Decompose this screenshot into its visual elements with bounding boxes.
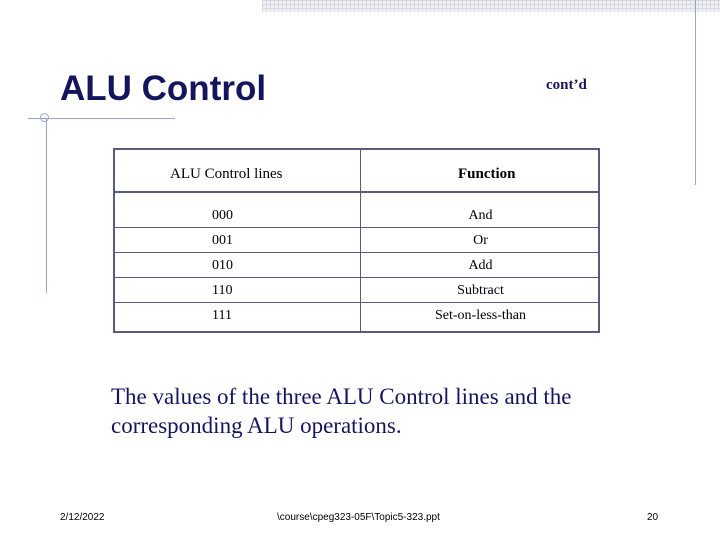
table-row xyxy=(115,278,598,303)
decorative-circle xyxy=(40,113,49,122)
table-header-rule xyxy=(115,191,598,193)
decorative-grid-band xyxy=(262,0,720,12)
table-cell-function: Add xyxy=(468,258,493,273)
footer-date: 2/12/2022 xyxy=(60,512,105,523)
table-cell-function: Set-on-less-than xyxy=(435,308,526,323)
table-row xyxy=(115,228,598,253)
table-cell-function: And xyxy=(468,208,493,223)
alu-control-table xyxy=(113,148,600,333)
table-cell-code: 001 xyxy=(212,233,233,248)
table-row xyxy=(115,203,598,228)
decorative-line xyxy=(46,118,47,293)
decorative-line xyxy=(695,0,696,185)
table-cell-function: Subtract xyxy=(457,283,504,298)
footer-file-path: \course\cpeg323-05F\Topic5-323.ppt xyxy=(277,512,440,523)
slide-caption: The values of the three ALU Control lines and the corresponding ALU operations. xyxy=(111,384,572,438)
table-header-function: Function xyxy=(458,166,516,182)
table-row xyxy=(115,253,598,278)
table-cell-code: 010 xyxy=(212,258,233,273)
decorative-line xyxy=(28,118,175,119)
slide-subtitle: cont’d xyxy=(546,77,587,93)
table-cell-code: 110 xyxy=(212,283,233,298)
footer-page-number: 20 xyxy=(647,512,659,523)
slide-title: ALU Control xyxy=(60,69,267,108)
table-header-control-lines: ALU Control lines xyxy=(170,166,283,182)
table-row xyxy=(115,303,598,328)
table-cell-code: 000 xyxy=(212,208,233,223)
table-cell-function: Or xyxy=(473,233,488,248)
table-cell-code: 111 xyxy=(212,308,232,323)
